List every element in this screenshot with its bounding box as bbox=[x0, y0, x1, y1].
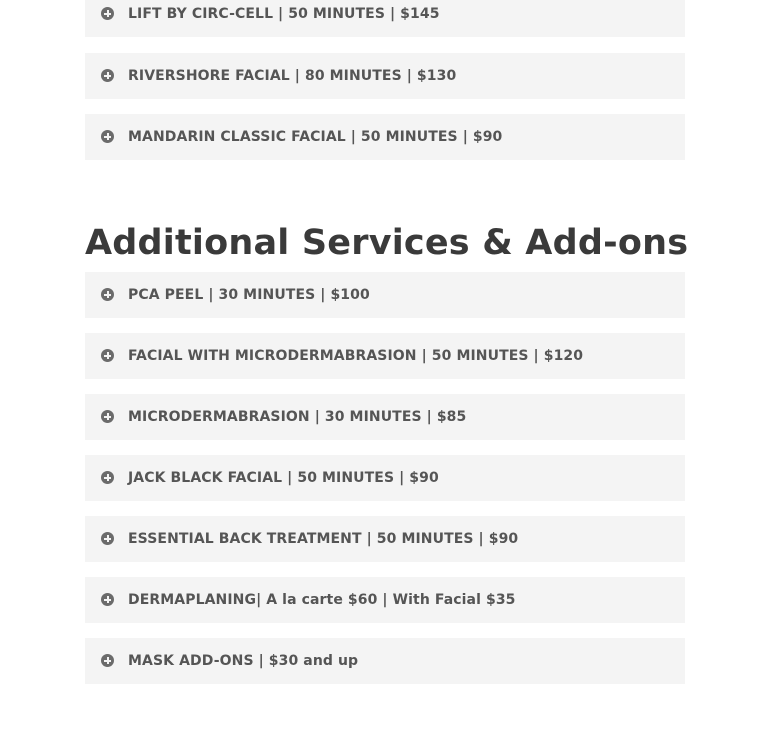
toggle-title: MICRODERMABRASION | 30 MINUTES | $85 bbox=[128, 409, 467, 425]
service-toggle-facial-with-microdermabrasion[interactable] bbox=[85, 333, 685, 379]
toggle-title: MANDARIN CLASSIC FACIAL | 50 MINUTES | $90 bbox=[128, 129, 503, 145]
service-toggle-rivershore-facial[interactable] bbox=[85, 53, 685, 99]
section-heading: Additional Services & Add-ons bbox=[85, 223, 689, 263]
toggle-title: FACIAL WITH MICRODERMABRASION | 50 MINUTES | $120 bbox=[128, 348, 584, 364]
plus-circle-icon bbox=[101, 532, 114, 545]
toggle-title: JACK BLACK FACIAL | 50 MINUTES | $90 bbox=[128, 470, 439, 486]
toggle-title: DERMAPLANING| A la carte $60 | With Facial $35 bbox=[128, 592, 516, 608]
service-toggle-pca-peel[interactable] bbox=[85, 272, 685, 318]
service-toggle-dermaplaning[interactable] bbox=[85, 577, 685, 623]
plus-circle-icon bbox=[101, 130, 114, 143]
plus-circle-icon bbox=[101, 593, 114, 606]
toggle-title: LIFT BY CIRC-CELL | 50 MINUTES | $145 bbox=[128, 6, 440, 22]
plus-circle-icon bbox=[101, 7, 114, 20]
service-toggle-jack-black-facial[interactable] bbox=[85, 455, 685, 501]
toggle-title: ESSENTIAL BACK TREATMENT | 50 MINUTES | $90 bbox=[128, 531, 519, 547]
plus-circle-icon bbox=[101, 69, 114, 82]
plus-circle-icon bbox=[101, 349, 114, 362]
toggle-title: RIVERSHORE FACIAL | 80 MINUTES | $130 bbox=[128, 68, 457, 84]
plus-circle-icon bbox=[101, 654, 114, 667]
service-toggle-essential-back-treatment[interactable] bbox=[85, 516, 685, 562]
plus-circle-icon bbox=[101, 288, 114, 301]
plus-circle-icon bbox=[101, 471, 114, 484]
toggle-title: MASK ADD-ONS | $30 and up bbox=[128, 653, 359, 669]
service-toggle-microdermabrasion[interactable] bbox=[85, 394, 685, 440]
service-toggle-mask-add-ons[interactable] bbox=[85, 638, 685, 684]
plus-circle-icon bbox=[101, 410, 114, 423]
service-toggle-lift-by-circ-cell[interactable] bbox=[85, 0, 685, 37]
toggle-title: PCA PEEL | 30 MINUTES | $100 bbox=[128, 287, 370, 303]
service-toggle-mandarin-classic-facial[interactable] bbox=[85, 114, 685, 160]
